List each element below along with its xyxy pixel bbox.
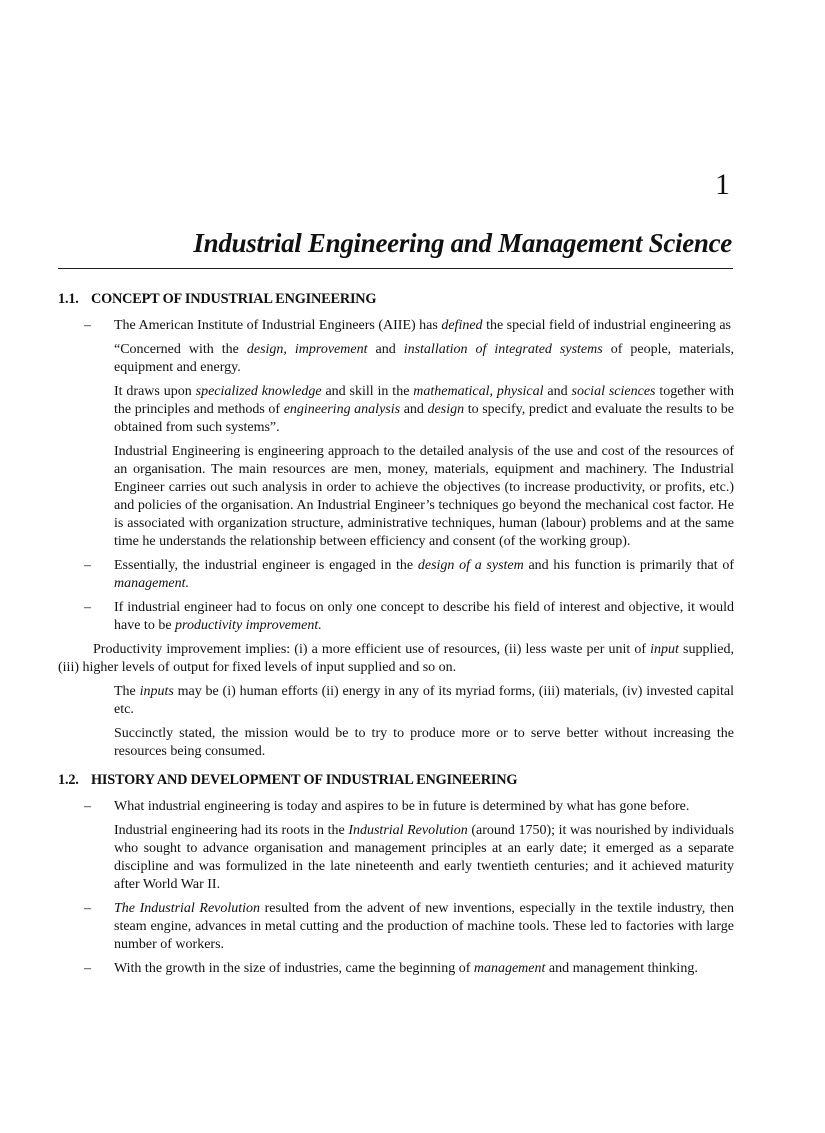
industrial-revolution-text: The Industrial Revolution resulted from the advent of new inventions, especially in the textile industry, then steam engine, advances in metal cutting and the production of machine tools. These led to factories with large number of workers. xyxy=(114,901,734,952)
quote-paragraph: “Concerned with the design, improvement and installation of integrated systems of people, materials, equipment and energy. xyxy=(114,342,734,375)
productivity-paragraph: Productivity improvement implies: (i) a more efficient use of resources, (ii) less waste per unit of input supplied, (iii) higher levels of output for fixed levels of input supplied and so on. xyxy=(58,642,734,675)
design-of-system-text: Essentially, the industrial engineer is engaged in the design of a system and his function is primarily that of management. xyxy=(114,558,735,591)
dash-bullet: – xyxy=(84,558,91,573)
list-item xyxy=(58,317,734,335)
list-item xyxy=(58,900,734,954)
dash-bullet: – xyxy=(84,318,91,333)
list-item xyxy=(58,557,734,593)
dash-bullet: – xyxy=(84,600,91,615)
list-item xyxy=(58,798,734,816)
list-item xyxy=(58,960,734,978)
draws-upon-paragraph: It draws upon specialized knowledge and skill in the mathematical, physical and social sciences together with the principles and methods of engineering analysis and design to specify, predict and evaluate the results to be obtained from such systems”. xyxy=(114,384,734,435)
management-thinking-text: With the growth in the size of industries, came the beginning of management and management thinking. xyxy=(114,961,698,976)
body-text xyxy=(58,290,734,984)
mission-paragraph: Succinctly stated, the mission would be to try to produce more or to serve better without increasing the resources being consumed. xyxy=(114,726,734,759)
section-title: CONCEPT OF INDUSTRIAL ENGINEERING xyxy=(91,291,377,307)
section-heading-1-1 xyxy=(58,290,734,308)
roots-paragraph: Industrial engineering had its roots in the Industrial Revolution (around 1750); it was nourished by individuals who sought to advance organisation and management principles at an early date; it emerged as a separate discipline and was formulized in the late nineteenth and early twentieth centuries; and it achieved maturity after World War II. xyxy=(114,823,734,892)
ie-approach-paragraph: Industrial Engineering is engineering approach to the detailed analysis of the use and cost of the resources of an organisation. The main resources are men, money, materials, equipment and machinery. The Industrial Engineer carries out such analysis in order to achieve the objectives (to increase productivity, or profits, etc.) and policies of the organisation. An Industrial Engineer’s techniques go beyond the mechanical cost factor. He is associated with organization structure, administrative techniques, human (labour) problems and at the same time he understands the relationship between efficiency and consent (of the working group). xyxy=(114,444,734,549)
list-item xyxy=(58,599,734,635)
section-title: HISTORY AND DEVELOPMENT OF INDUSTRIAL ENGINEERING xyxy=(91,772,518,788)
productivity-focus-text: If industrial engineer had to focus on only one concept to describe his field of interest and objective, it would have to be productivity improvement. xyxy=(114,600,734,633)
inputs-paragraph: The inputs may be (i) human efforts (ii) energy in any of its myriad forms, (iii) materials, (iv) invested capital etc. xyxy=(114,684,735,717)
today-and-future-text: What industrial engineering is today and aspires to be in future is determined by what has gone before. xyxy=(114,799,690,814)
aiie-definition-text: The American Institute of Industrial Engineers (AIIE) has defined the special field of industrial engineering as xyxy=(114,318,731,333)
chapter-title: Industrial Engineering and Management Science xyxy=(193,228,732,258)
title-rule xyxy=(58,268,733,269)
section-number: 1.1. xyxy=(58,291,79,307)
chapter-number: 1 xyxy=(715,168,730,201)
section-heading-1-2 xyxy=(58,771,734,789)
dash-bullet: – xyxy=(84,799,91,814)
dash-bullet: – xyxy=(84,901,91,916)
section-number: 1.2. xyxy=(58,772,79,788)
dash-bullet: – xyxy=(84,961,91,976)
